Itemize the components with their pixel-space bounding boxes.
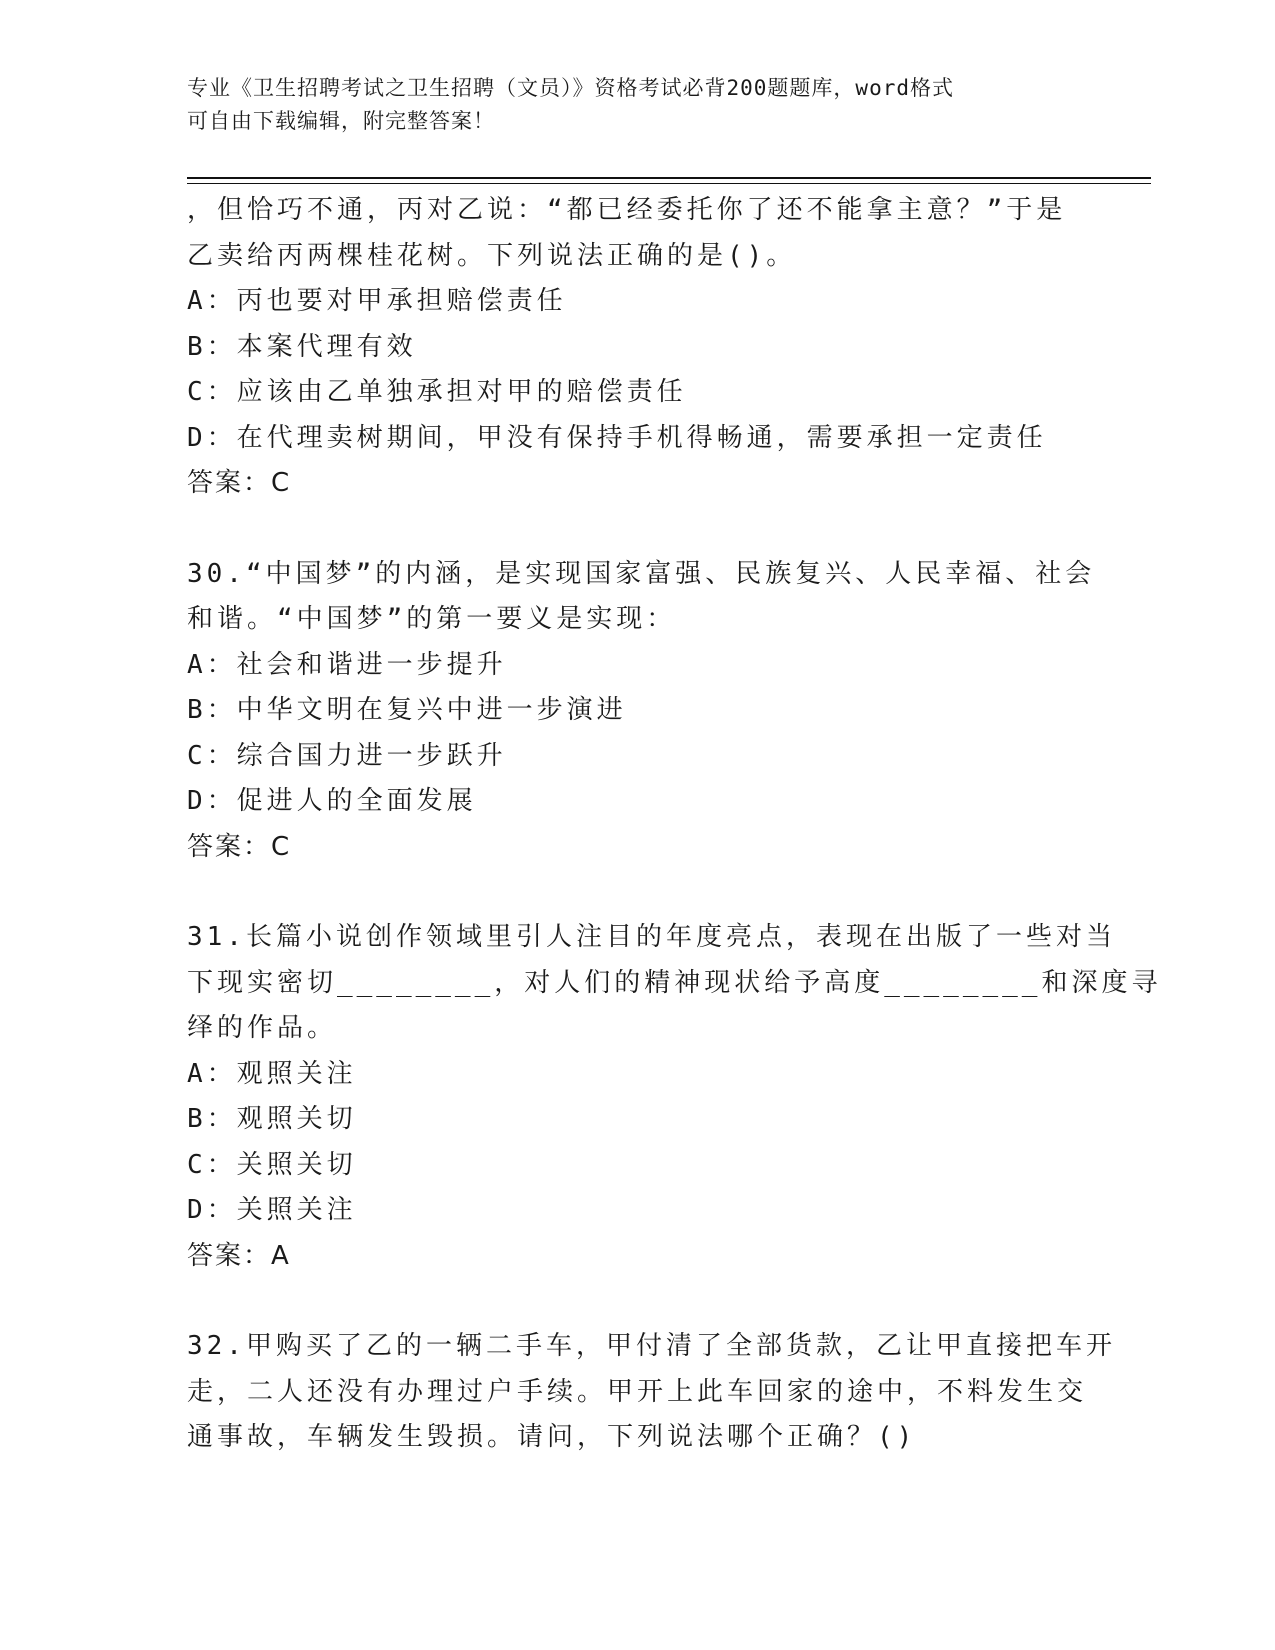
question-stem-line: 通事故，车辆发生毁损。请问，下列说法哪个正确？() <box>187 1422 917 1452</box>
question-stem-line: 走，二人还没有办理过户手续。甲开上此车回家的途中，不料发生交 <box>187 1376 1088 1407</box>
question-stem-line: 乙卖给丙两棵桂花树。下列说法正确的是()。 <box>187 240 797 271</box>
question-31 <box>187 915 1162 1279</box>
option-d: D：促进人的全面发展 <box>187 786 477 816</box>
option-b: B：观照关切 <box>187 1104 357 1134</box>
answer-line: 答案：A <box>187 1240 291 1271</box>
header-line-2: 可自由下载编辑，附完整答案！ <box>187 109 495 133</box>
header-divider-thin <box>187 183 1151 184</box>
option-a: A：丙也要对甲承担赔偿责任 <box>187 286 567 316</box>
question-stem-line: 绎的作品。 <box>187 1013 338 1043</box>
option-c: C：应该由乙单独承担对甲的赔偿责任 <box>187 377 687 407</box>
question-32 <box>187 1324 1116 1461</box>
question-stem-line: 下现实密切________，对人们的精神现状给予高度________和深度寻 <box>187 967 1162 998</box>
question-stem-line: 和谐。“中国梦”的第一要义是实现： <box>187 604 677 634</box>
header-divider <box>187 177 1151 179</box>
question-stem-line: 31.长篇小说创作领域里引人注目的年度亮点，表现在出版了一些对当 <box>187 922 1116 952</box>
option-a: A：社会和谐进一步提升 <box>187 649 507 680</box>
option-a: A：观照关注 <box>187 1058 357 1089</box>
header-line-1: 专业《卫生招聘考试之卫生招聘（文员）》资格考试必背200题题库，word格式 <box>187 76 954 100</box>
option-c: C：综合国力进一步跃升 <box>187 740 507 771</box>
option-c: C：关照关切 <box>187 1149 357 1180</box>
option-b: B：中华文明在复兴中进一步演进 <box>187 695 627 725</box>
question-stem-line: 30.“中国梦”的内涵，是实现国家富强、民族复兴、人民幸福、社会 <box>187 558 1096 589</box>
question-stem-line: 32.甲购买了乙的一辆二手车，甲付清了全部货款，乙让甲直接把车开 <box>187 1331 1116 1361</box>
question-stem-line: ，但恰巧不通，丙对乙说：“都已经委托你了还不能拿主意？”于是 <box>187 195 1067 225</box>
document-header <box>187 72 1067 138</box>
option-b: B：本案代理有效 <box>187 331 417 362</box>
question-29 <box>187 188 1077 507</box>
document-body <box>187 188 1162 1461</box>
answer-line: 答案：C <box>187 468 292 498</box>
question-30 <box>187 552 1096 871</box>
option-d: D：关照关注 <box>187 1195 357 1225</box>
answer-line: 答案：C <box>187 831 292 862</box>
option-d: D：在代理卖树期间，甲没有保持手机得畅通，需要承担一定责任 <box>187 422 1047 453</box>
